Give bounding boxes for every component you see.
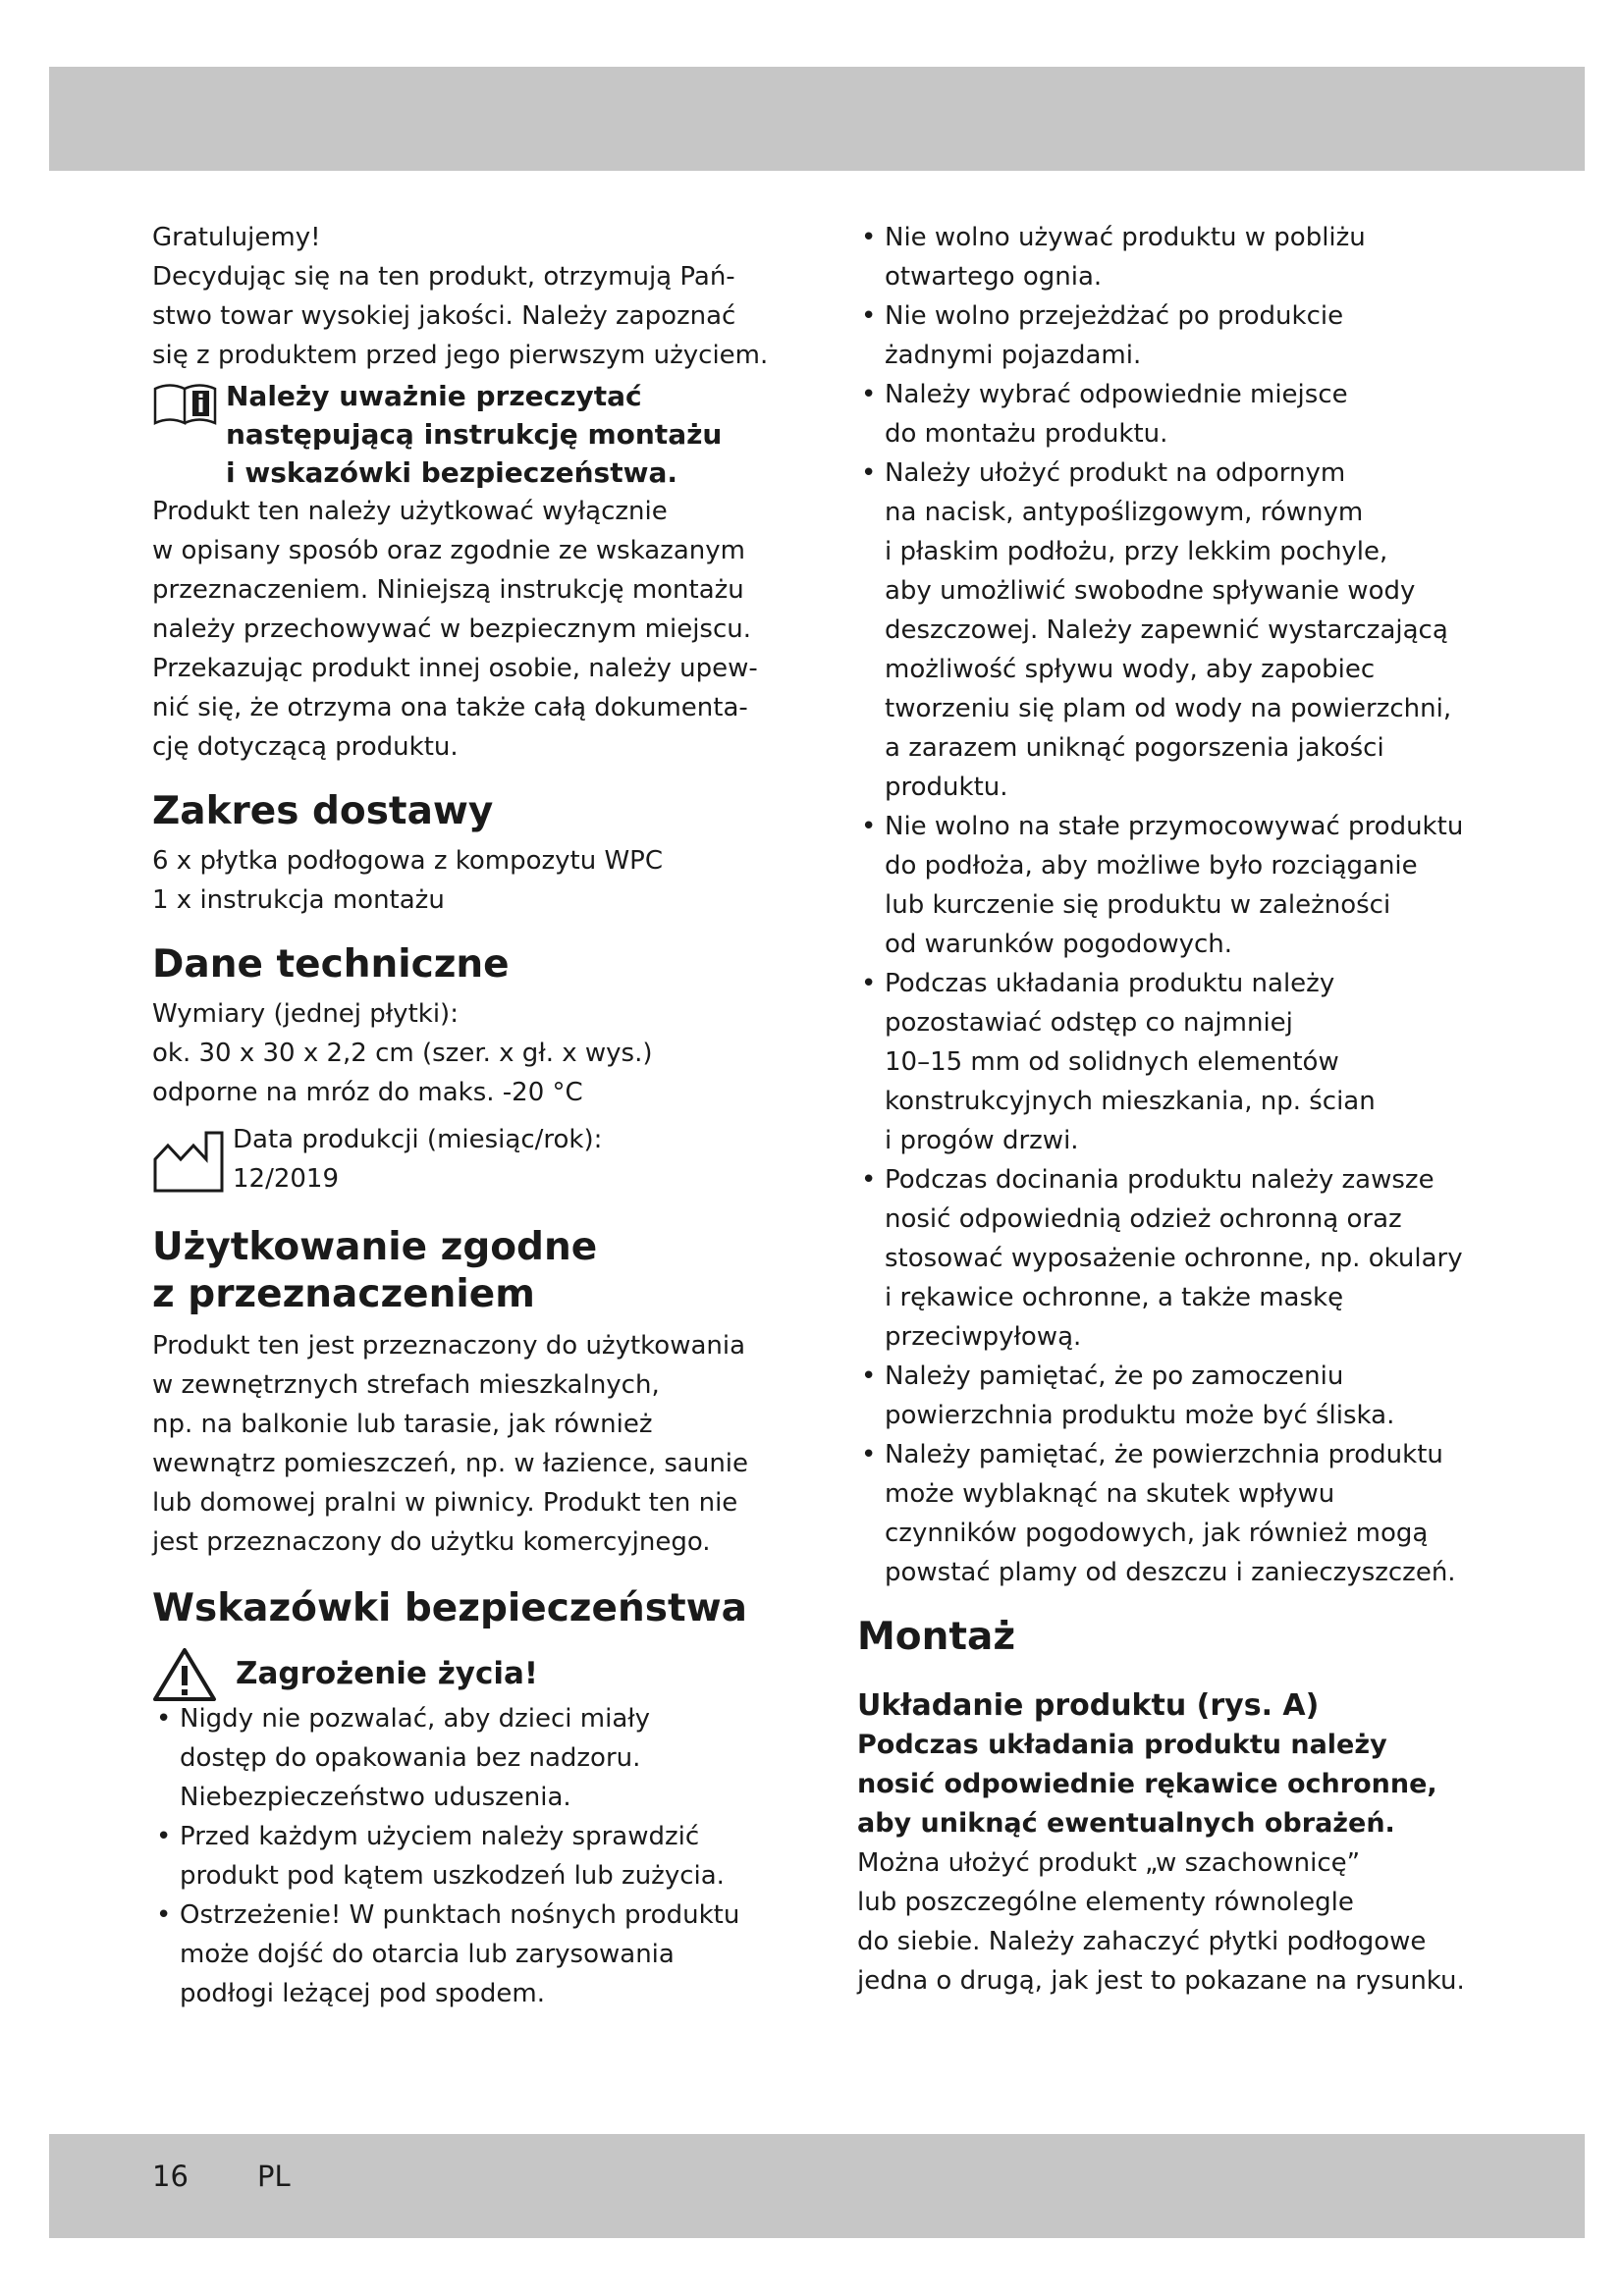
production-date — [152, 1120, 790, 1199]
life-hazard-warning — [152, 1654, 790, 1693]
life-hazard-title: Zagrożenie życia! — [236, 1656, 539, 1691]
left-column — [152, 218, 790, 2013]
read-instructions-text: Należy uważnie przeczytać następującą instrukcję montażu i wskazówki bezpieczeństwa. — [226, 380, 723, 489]
list-item: • Należy ułożyć produkt na odpornym na nacisk, antypoślizgowym, równym i płaskim podłożu, przy lekkim pochyle, aby umożliwić swobodne spływanie wody deszczowej. Należy zapewnić wystarczającą możliwość spływu wody, aby zapobiec tworzeniu się plam od wody na powierzchni, a zarazem uniknąć pogorszenia jakości produktu. — [857, 454, 1505, 807]
gloves-note: Podczas układania produktu należy nosić odpowiednie rękawice ochronne, aby uniknąć ewentualnych obrażeń. — [857, 1730, 1437, 1839]
safety-heading: Wskazówki bezpieczeństwa — [152, 1586, 747, 1630]
laying-text: Można ułożyć produkt „w szachownicę” lub poszczególne elementy równolegle do siebie. Należy zahaczyć płytki podłogowe jedna o drugą, jak jest to pokazane na rysunku. — [857, 1848, 1465, 1996]
list-item: • Podczas docinania produktu należy zawsze nosić odpowiednią odzież ochronną oraz stosować wyposażenie ochronne, np. okulary i rękawice ochronne, a także maskę przeciwpyłową. — [857, 1160, 1505, 1357]
language-code: PL — [257, 2160, 291, 2193]
usage-text: Produkt ten należy użytkować wyłącznie w opisany sposób oraz zgodnie ze wskazanym przeznaczeniem. Niniejszą instrukcję montażu należy przechowywać w bezpiecznym miejscu. Przekazując produkt innej osobie, należy upew- nić się, że otrzyma ona także całą dokumenta- cję dotyczącą produktu. — [152, 497, 758, 762]
laying-subheading: Układanie produktu (rys. A) — [857, 1688, 1320, 1723]
list-item: • Nie wolno przejeżdżać po produkcie żadnymi pojazdami. — [857, 296, 1505, 375]
list-item: • Nie wolno na stałe przymocowywać produktu do podłoża, aby możliwe było rozciąganie lub kurczenie się produktu w zależności od warunków pogodowych. — [857, 807, 1505, 964]
right-column — [857, 218, 1505, 2001]
date-of-manufacture-icon — [152, 1130, 227, 1195]
header-band — [49, 67, 1585, 171]
technical-text: Wymiary (jednej płytki): ok. 30 x 30 x 2,2 cm (szer. x gł. x wys.) odporne na mróz do maks. -20 °C — [152, 999, 653, 1107]
assembly-heading: Montaż — [857, 1615, 1016, 1659]
intended-use-text: Produkt ten jest przeznaczony do użytkowania w zewnętrznych strefach mieszkalnych, np. na balkonie lub tarasie, jak również wewnątrz pomieszczeń, np. w łazience, saunie lub domowej pralni w piwnicy. Produkt ten nie jest przeznaczony do użytku komercyjnego. — [152, 1331, 749, 1557]
production-date-text: Data produkcji (miesiąc/rok): 12/2019 — [233, 1125, 603, 1194]
list-item: • Należy wybrać odpowiednie miejsce do montażu produktu. — [857, 375, 1505, 454]
delivery-text: 6 x płytka podłogowa z kompozytu WPC 1 x instrukcja montażu — [152, 846, 664, 915]
intro-text: Decydując się na ten produkt, otrzymują Pań- stwo towar wysokiej jakości. Należy zapoznać się z produktem przed jego pierwszym użyciem. — [152, 262, 769, 370]
warning-triangle-icon — [152, 1646, 217, 1703]
list-item: • Należy pamiętać, że powierzchnia produktu może wyblaknąć na skutek wpływu czynników pogodowych, jak również mogą powstać plamy od deszczu i zanieczyszczeń. — [857, 1435, 1505, 1592]
safety-list-right — [857, 218, 1505, 1592]
intro-greeting: Gratulujemy! — [152, 223, 321, 252]
list-item: • Ostrzeżenie! W punktach nośnych produktu może dojść do otarcia lub zarysowania podłogi leżącej pod spodem. — [152, 1896, 790, 2013]
technical-heading: Dane techniczne — [152, 942, 510, 987]
page-number: 16 — [152, 2160, 189, 2193]
intended-use-heading: Użytkowanie zgodne z przeznaczeniem — [152, 1225, 598, 1316]
list-item: • Nie wolno używać produktu w pobliżu otwartego ognia. — [857, 218, 1505, 296]
list-item: • Podczas układania produktu należy pozostawiać odstęp co najmniej 10–15 mm od solidnych elementów konstrukcyjnych mieszkania, np. ścian i progów drzwi. — [857, 964, 1505, 1160]
safety-list-left — [152, 1699, 790, 2013]
list-item: • Nigdy nie pozwalać, aby dzieci miały dostęp do opakowania bez nadzoru. Niebezpieczeństwo uduszenia. — [152, 1699, 790, 1817]
read-instructions-note — [152, 377, 790, 492]
list-item: • Przed każdym użyciem należy sprawdzić produkt pod kątem uszkodzeń lub zużycia. — [152, 1817, 790, 1896]
info-book-icon — [152, 379, 219, 428]
delivery-heading: Zakres dostawy — [152, 789, 494, 833]
list-item: • Należy pamiętać, że po zamoczeniu powierzchnia produktu może być śliska. — [857, 1357, 1505, 1435]
